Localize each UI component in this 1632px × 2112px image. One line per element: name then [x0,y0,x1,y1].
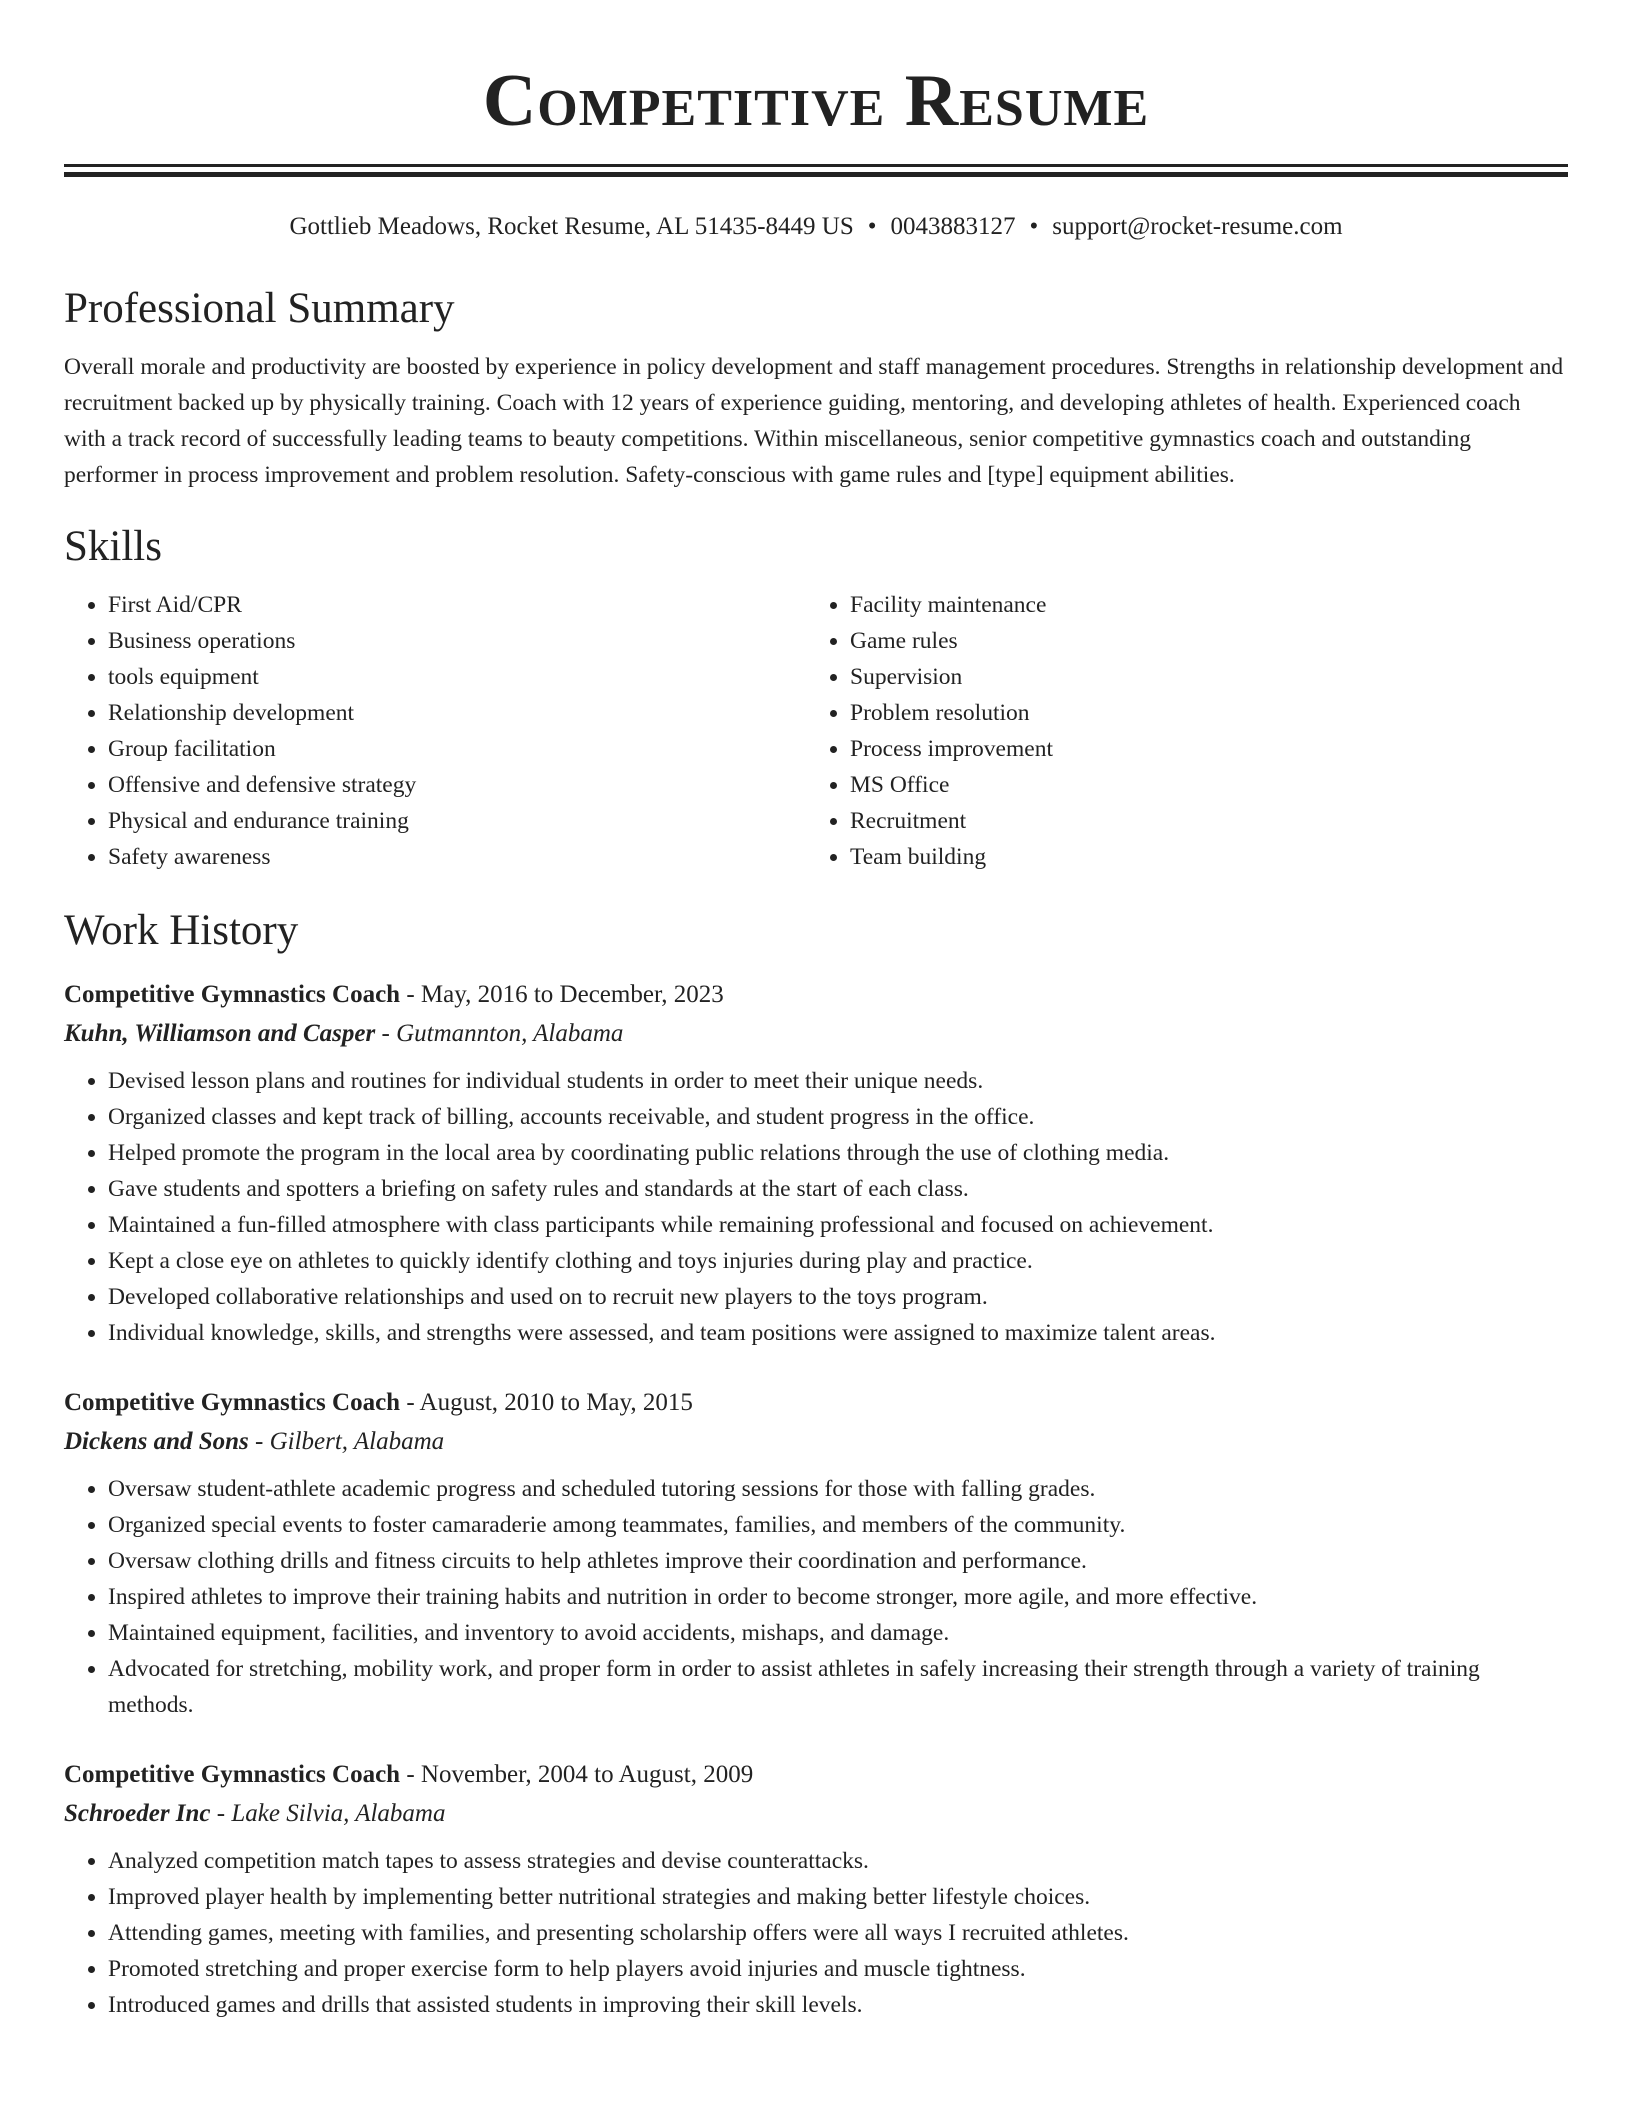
skill-item: • Process improvement [850,731,1548,767]
job-bullet: • Kept a close eye on athletes to quickly identify clothing and toys injuries during play and practice. [108,1243,1568,1279]
job-bullet: • Maintained equipment, facilities, and inventory to avoid accidents, mishaps, and damage. [108,1615,1568,1651]
job-company-line: Schroeder Inc - Lake Silvia, Alabama [64,1800,446,1827]
job-dates: May, 2016 to December, 2023 [420,981,724,1008]
job-bullet: • Introduced games and drills that assisted students in improving their skill levels. [108,1987,1568,2023]
skills-column-left [64,587,806,875]
job-title: Competitive Gymnastics Coach [64,1761,401,1788]
job-bullet: • Attending games, meeting with families, and presenting scholarship offers were all ways I recruited athletes. [108,1915,1568,1951]
skill-item: • Business operations [108,623,806,659]
summary-heading: Professional Summary [64,285,455,332]
contact-line [64,211,1568,243]
resume-page [64,0,1568,2023]
summary-text: Overall morale and productivity are boosted by experience in policy development and staff management procedures. Strengths in relationship development and recruitment backed up by physically training. Coach with 12 years of experience guiding, mentoring, and developing athletes of health. Experienced coach with a track record of successfully leading teams to beauty competitions. Within miscellaneous, senior competitive gymnastics coach and outstanding performer in process improvement and problem resolution. Safety-conscious with game rules and [type] equipment abilities. [64,354,1564,488]
job-bullet: • Inspired athletes to improve their training habits and nutrition in order to become stronger, more agile, and more effective. [108,1579,1568,1615]
job-entry [64,975,1568,1351]
job-bullet: • Individual knowledge, skills, and strengths were assessed, and team positions were assigned to maximize talent areas. [108,1315,1568,1351]
job-company: Kuhn, Williamson and Casper [64,1020,376,1047]
job-entry [64,1755,1568,2023]
job-title-line: Competitive Gymnastics Coach - August, 2010 to May, 2015 [64,1389,693,1416]
job-location: Gilbert, Alabama [269,1428,445,1455]
job-entry [64,1383,1568,1723]
resume-title: Competitive Resume [482,60,1150,142]
skill-item: • tools equipment [108,659,806,695]
contact-separator: • [1029,213,1039,240]
skill-item: • Physical and endurance training [108,803,806,839]
job-bullet: • Oversaw clothing drills and fitness circuits to help athletes improve their coordination and performance. [108,1543,1568,1579]
contact-address: Gottlieb Meadows, Rocket Resume, AL 51435-8449 US [289,213,854,240]
skill-item: • Recruitment [850,803,1548,839]
job-bullet: • Developed collaborative relationships and used on to recruit new players to the toys program. [108,1279,1568,1315]
job-location: Gutmannton, Alabama [396,1020,624,1047]
job-bullet: • Organized classes and kept track of billing, accounts receivable, and student progress in the office. [108,1099,1568,1135]
job-bullets [64,1063,1568,1351]
skill-item: • First Aid/CPR [108,587,806,623]
job-bullet: • Improved player health by implementing better nutritional strategies and making better lifestyle choices. [108,1879,1568,1915]
skills-list [64,587,1568,875]
skill-item: • MS Office [850,767,1548,803]
job-title-line: Competitive Gymnastics Coach - November, 2004 to August, 2009 [64,1761,754,1788]
job-dates: August, 2010 to May, 2015 [419,1389,693,1416]
job-bullet: • Helped promote the program in the local area by coordinating public relations through the use of clothing media. [108,1135,1568,1171]
skill-item: • Game rules [850,623,1548,659]
job-company-line: Dickens and Sons - Gilbert, Alabama [64,1428,445,1455]
job-bullet: • Analyzed competition match tapes to assess strategies and devise counterattacks. [108,1843,1568,1879]
contact-email: support@rocket-resume.com [1052,213,1343,240]
job-bullets [64,1843,1568,2023]
skill-item: • Team building [850,839,1548,875]
job-bullet: • Organized special events to foster camaraderie among teammates, families, and members of the community. [108,1507,1568,1543]
header-rule-thin [64,164,1568,167]
job-location: Lake Silvia, Alabama [231,1800,446,1827]
job-title: Competitive Gymnastics Coach [64,981,401,1008]
job-company: Schroeder Inc [64,1800,211,1827]
skill-item: • Supervision [850,659,1548,695]
job-bullet: • Gave students and spotters a briefing on safety rules and standards at the start of each class. [108,1171,1568,1207]
job-bullet: • Promoted stretching and proper exercise form to help players avoid injuries and muscle tightness. [108,1951,1568,1987]
job-company-line: Kuhn, Williamson and Casper - Gutmannton, Alabama [64,1020,624,1047]
job-bullet: • Oversaw student-athlete academic progress and scheduled tutoring sessions for those with falling grades. [108,1471,1568,1507]
skill-item: • Safety awareness [108,839,806,875]
job-title: Competitive Gymnastics Coach [64,1389,401,1416]
skills-column-right [806,587,1548,875]
header-rule-thick [64,172,1568,177]
job-bullet: • Devised lesson plans and routines for individual students in order to meet their unique needs. [108,1063,1568,1099]
job-company: Dickens and Sons [64,1428,249,1455]
skills-heading: Skills [64,523,162,570]
work-history-heading: Work History [64,907,299,954]
job-bullet: • Advocated for stretching, mobility work, and proper form in order to assist athletes in safely increasing their strength through a variety of training methods. [108,1651,1568,1723]
contact-separator: • [867,213,877,240]
skill-item: • Problem resolution [850,695,1548,731]
job-title-line: Competitive Gymnastics Coach - May, 2016 to December, 2023 [64,981,724,1008]
skill-item: • Group facilitation [108,731,806,767]
skill-item: • Offensive and defensive strategy [108,767,806,803]
skill-item: • Facility maintenance [850,587,1548,623]
contact-phone: 0043883127 [890,213,1016,240]
skill-item: • Relationship development [108,695,806,731]
job-bullets [64,1471,1568,1723]
job-bullet: • Maintained a fun-filled atmosphere with class participants while remaining professional and focused on achievement. [108,1207,1568,1243]
job-dates: November, 2004 to August, 2009 [420,1761,754,1788]
